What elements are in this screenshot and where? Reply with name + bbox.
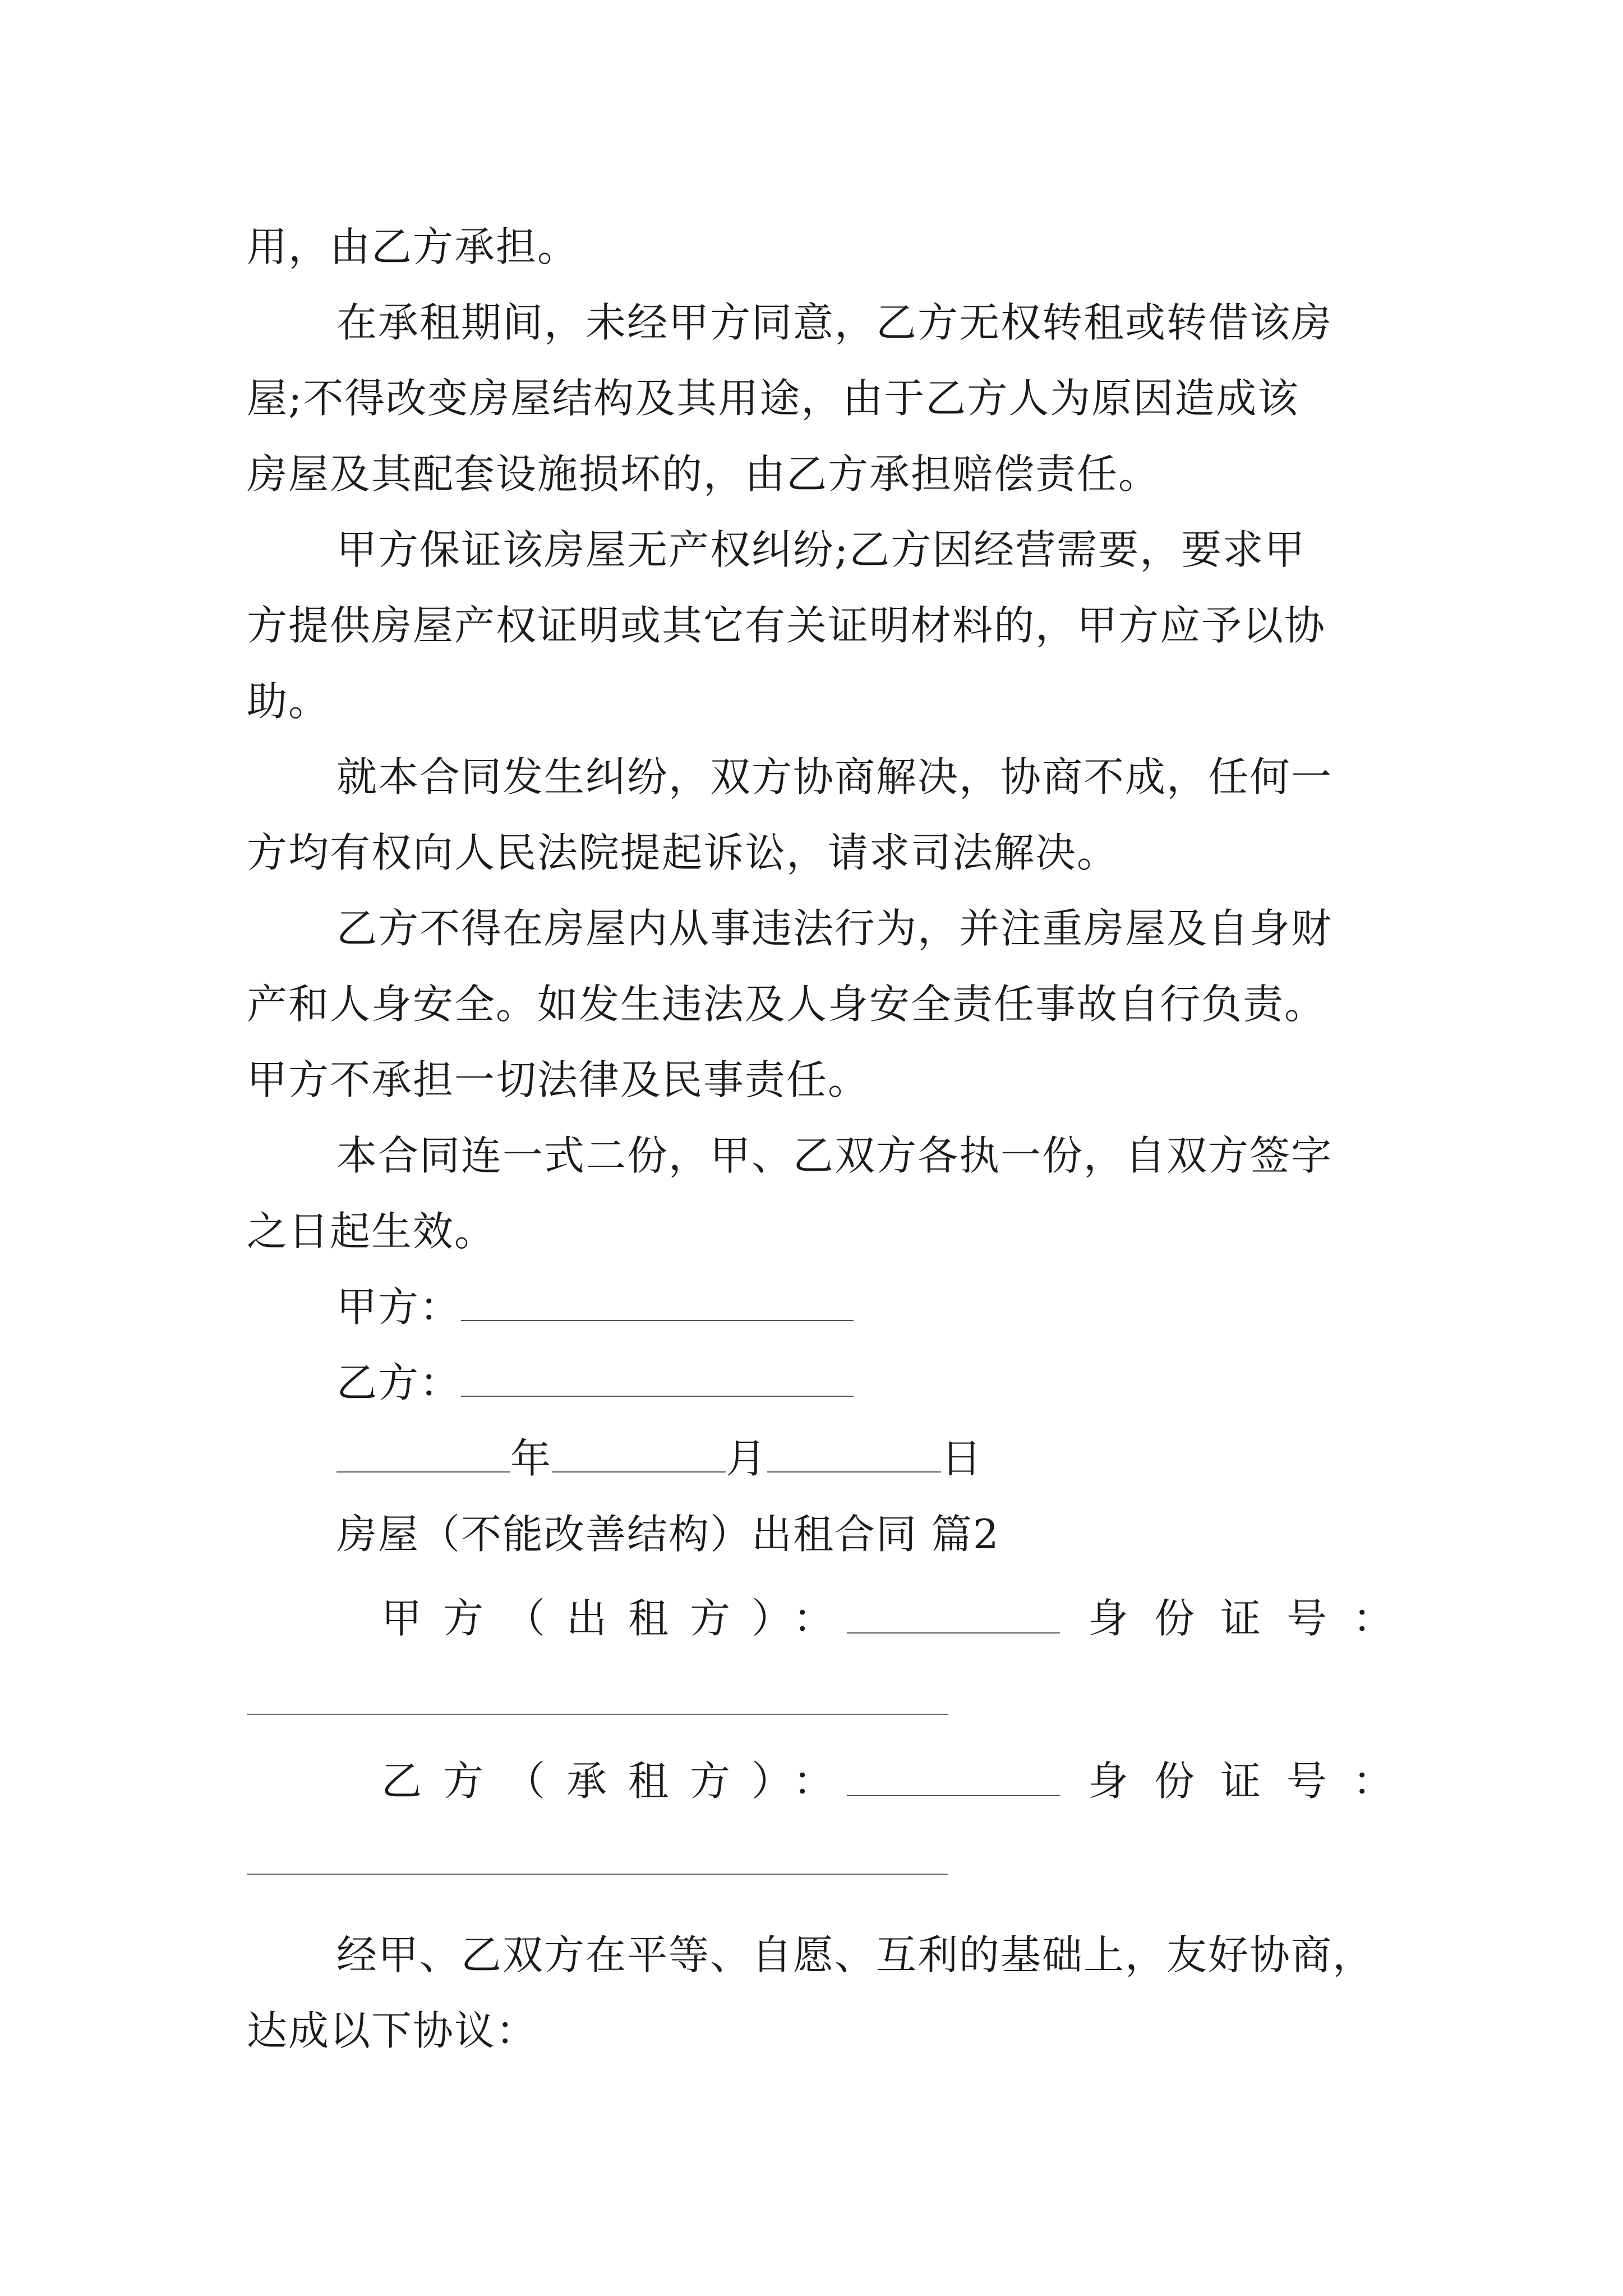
- month-blank: [552, 1438, 726, 1473]
- paragraph-line: 本合同连一式二份，甲、乙双方各执一份，自双方签字: [336, 1132, 1333, 1179]
- lessor-label: 甲方（出租方）：: [381, 1595, 855, 1642]
- party-b-blank: [461, 1362, 854, 1397]
- paragraph-line: 方均有权向人民法院提起诉讼，请求司法解决。: [247, 829, 1119, 876]
- lessor-id-label: 身份证号：: [1088, 1595, 1419, 1642]
- day-label: 日: [941, 1435, 983, 1482]
- paragraph-line: 在承租期间，未经甲方同意，乙方无权转租或转借该房: [336, 299, 1333, 346]
- paragraph-line: 乙方不得在房屋内从事违法行为，并注重房屋及自身财: [336, 905, 1333, 952]
- date-line: [336, 1433, 983, 1484]
- paragraph-line: 就本合同发生纠纷，双方协商解决，协商不成，任何一: [336, 753, 1333, 800]
- lessor-id-blank: [247, 1714, 948, 1715]
- section-title: 房屋（不能改善结构）出租合同 篇2: [336, 1511, 1000, 1558]
- paragraph-line: 达成以下协议：: [247, 2007, 538, 2054]
- party-a-label: 甲方：: [336, 1283, 462, 1331]
- party-b-label: 乙方：: [336, 1359, 462, 1406]
- paragraph-line: 屋;不得改变房屋结构及其用途，由于乙方人为原因造成该: [247, 375, 1299, 422]
- paragraph-line: 甲方保证该房屋无产权纠纷;乙方因经营需要，要求甲: [336, 526, 1306, 573]
- year-label: 年: [510, 1435, 552, 1482]
- paragraph-line: 用，由乙方承担。: [247, 223, 579, 270]
- paragraph-line: 助。: [247, 678, 330, 725]
- party-a-blank: [461, 1286, 854, 1321]
- lessee-id-blank: [247, 1874, 948, 1875]
- paragraph-line: 甲方不承担一切法律及民事责任。: [247, 1056, 870, 1103]
- paragraph-line: 经甲、乙双方在平等、自愿、互利的基础上，友好协商，: [336, 1931, 1375, 1978]
- month-label: 月: [726, 1435, 768, 1482]
- paragraph-line: 之日起生效。: [247, 1208, 496, 1255]
- party-a-signature-line: [336, 1282, 854, 1332]
- paragraph-line: 方提供房屋产权证明或其它有关证明材料的，甲方应予以协: [247, 602, 1326, 649]
- year-blank: [336, 1438, 510, 1473]
- lessee-id-label: 身份证号：: [1088, 1757, 1419, 1805]
- lessor-name-blank: [847, 1599, 1060, 1634]
- paragraph-line: 房屋及其配套设施损坏的，由乙方承担赔偿责任。: [247, 450, 1160, 498]
- party-b-signature-line: [336, 1358, 854, 1408]
- day-blank: [767, 1438, 941, 1473]
- paragraph-line: 产和人身安全。如发生违法及人身安全责任事故自行负责。: [247, 981, 1326, 1028]
- lessee-label: 乙方（承租方）：: [381, 1757, 855, 1805]
- lessee-name-blank: [847, 1761, 1060, 1796]
